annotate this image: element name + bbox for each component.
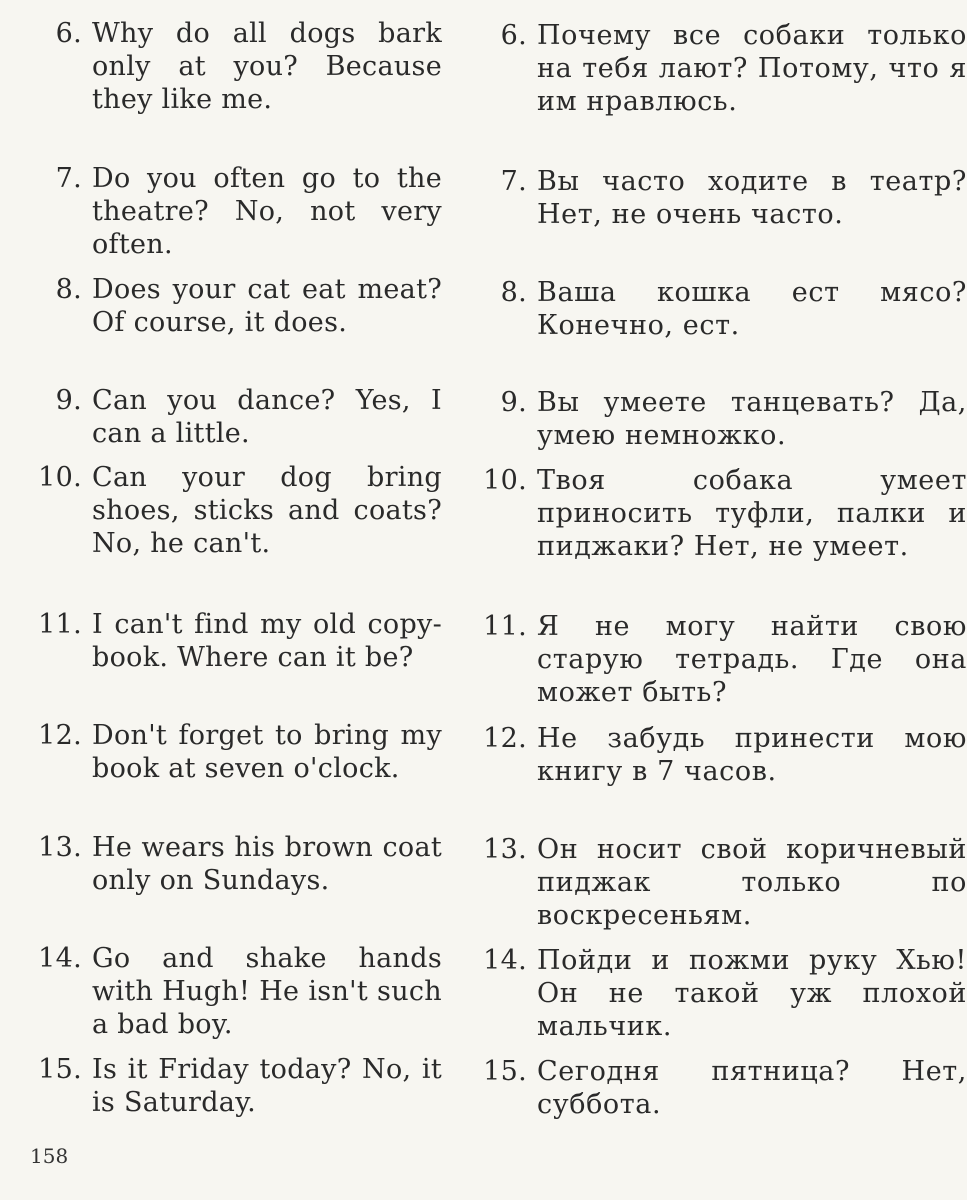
item-number: 12. — [38, 720, 82, 751]
item-number: 10. — [38, 462, 82, 493]
english-item-6 — [12, 17, 442, 116]
english-item-11 — [12, 608, 442, 674]
item-number: 14. — [483, 945, 527, 976]
item-number: 7. — [500, 166, 527, 197]
item-number: 13. — [38, 832, 82, 863]
english-item-10 — [12, 461, 442, 560]
item-number: 11. — [483, 611, 527, 642]
russian-item-9 — [457, 386, 967, 452]
item-number: 6. — [500, 20, 527, 51]
russian-item-11 — [457, 610, 967, 709]
item-text: Can your dog bring shoes, sticks and coats? No, he can't. — [92, 462, 442, 559]
item-number: 15. — [38, 1054, 82, 1085]
russian-item-15 — [457, 1055, 967, 1121]
item-number: 12. — [483, 723, 527, 754]
item-text: Он носит свой коричневый пиджак только по воскресеньям. — [537, 834, 967, 931]
item-number: 8. — [55, 274, 82, 305]
item-text: Сегодня пятница? Нет, суббота. — [537, 1056, 967, 1120]
item-text: Ваша кошка ест мясо? Конечно, ест. — [537, 277, 967, 341]
english-item-14 — [12, 942, 442, 1041]
item-text: Don't forget to bring my book at seven o'clock. — [92, 720, 442, 784]
item-number: 9. — [55, 385, 82, 416]
english-item-12 — [12, 719, 442, 785]
item-text: Вы часто ходите в театр? Нет, не очень часто. — [537, 166, 967, 230]
russian-item-8 — [457, 276, 967, 342]
item-text: He wears his brown coat only on Sundays. — [92, 832, 442, 896]
russian-item-14 — [457, 944, 967, 1043]
item-text: Does your cat eat meat? Of course, it does. — [92, 274, 442, 338]
item-number: 13. — [483, 834, 527, 865]
item-text: Твоя собака умеет приносить туфли, палки и пиджаки? Нет, не умеет. — [537, 465, 967, 562]
item-number: 11. — [38, 609, 82, 640]
item-number: 8. — [500, 277, 527, 308]
item-text: Is it Friday today? No, it is Saturday. — [92, 1054, 442, 1118]
item-text: Why do all dogs bark only at you? Because they like me. — [92, 18, 442, 115]
item-text: I can't find my old copy-book. Where can it be? — [92, 609, 442, 673]
russian-item-12 — [457, 722, 967, 788]
english-item-8 — [12, 273, 442, 339]
item-text: Почему все собаки только на тебя лают? Потому, что я им нравлюсь. — [537, 20, 967, 117]
russian-item-6 — [457, 19, 967, 118]
item-text: Do you often go to the theatre? No, not very often. — [92, 163, 442, 260]
item-number: 9. — [500, 387, 527, 418]
item-text: Can you dance? Yes, I can a little. — [92, 385, 442, 449]
item-number: 6. — [55, 18, 82, 49]
item-text: Go and shake hands with Hugh! He isn't such a bad boy. — [92, 943, 442, 1040]
english-item-13 — [12, 831, 442, 897]
item-number: 10. — [483, 465, 527, 496]
item-text: Не забудь принести мою книгу в 7 часов. — [537, 723, 967, 787]
item-number: 14. — [38, 943, 82, 974]
item-text: Я не могу найти свою старую тетрадь. Где она может быть? — [537, 611, 967, 708]
page-number: 158 — [30, 1144, 69, 1168]
english-item-15 — [12, 1053, 442, 1119]
english-item-7 — [12, 162, 442, 261]
russian-item-13 — [457, 833, 967, 932]
english-item-9 — [12, 384, 442, 450]
russian-item-10 — [457, 464, 967, 563]
russian-item-7 — [457, 165, 967, 231]
item-text: Пойди и пожми руку Хью! Он не такой уж плохой мальчик. — [537, 945, 967, 1042]
item-number: 15. — [483, 1056, 527, 1087]
item-text: Вы умеете танцевать? Да, умею немножко. — [537, 387, 967, 451]
item-number: 7. — [55, 163, 82, 194]
